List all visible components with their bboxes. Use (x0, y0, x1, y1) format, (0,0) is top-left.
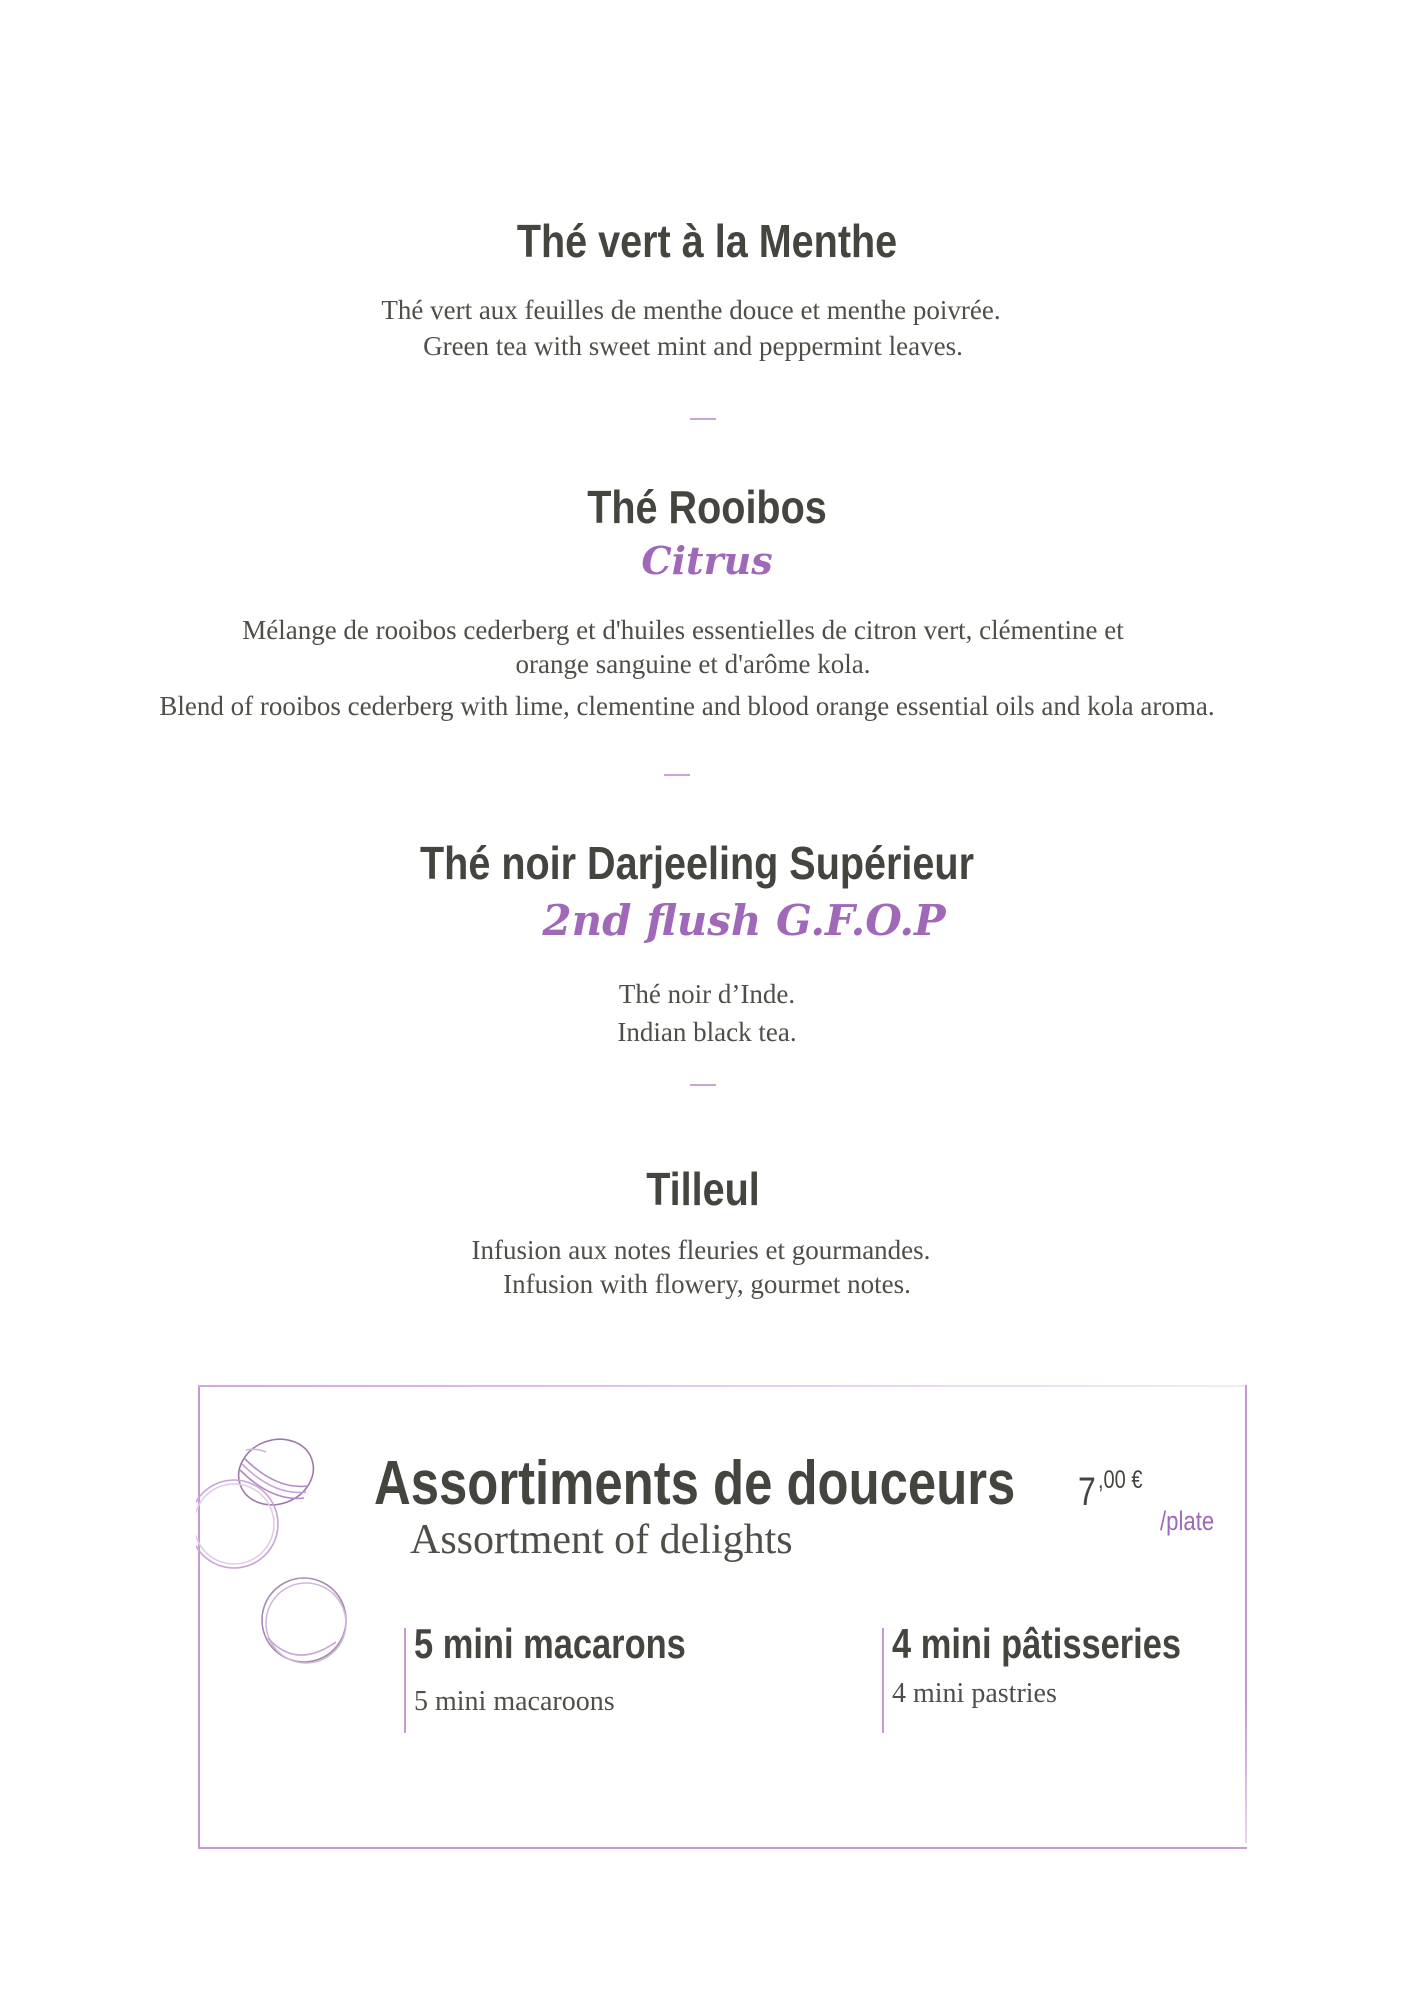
section-desc-fr-line1: Mélange de rooibos cederberg et d'huiles essentielles de citron vert, clémentine et (242, 615, 1124, 645)
section-desc-fr: Thé noir d’Inde. (618, 979, 796, 1009)
section-title-rooibos: Thé Rooibos (587, 481, 827, 533)
section-desc-fr-line2: orange sanguine et d'arôme kola. (515, 649, 871, 679)
section-title-tilleul: Tilleul (646, 1163, 760, 1215)
section-desc-en: Infusion with flowery, gourmet notes. (503, 1269, 911, 1299)
item-subtitle-patisseries: 4 mini pastries (892, 1678, 1057, 1709)
box-top-border (198, 1385, 1247, 1387)
divider-dash (690, 1084, 716, 1086)
section-subtitle-citrus: Citrus (641, 538, 773, 583)
item-subtitle-macarons: 5 mini macaroons (414, 1686, 615, 1717)
section-subtitle-flush: 2nd flush G.F.O.P (542, 896, 946, 945)
price-unit: /plate (1160, 1506, 1215, 1536)
item-divider (404, 1628, 406, 1733)
item-title-patisseries: 4 mini pâtisseries (892, 1620, 1182, 1667)
price-decimals: ,00 € (1098, 1466, 1143, 1494)
section-title-mint-tea: Thé vert à la Menthe (516, 215, 898, 267)
section-desc-fr: Thé vert aux feuilles de menthe douce et menthe poivrée. (381, 295, 1001, 325)
delights-title: Assortiments de douceurs (374, 1449, 1016, 1518)
box-right-border (1245, 1385, 1247, 1843)
section-title-darjeeling: Thé noir Darjeeling Supérieur (420, 837, 974, 889)
delights-subtitle: Assortment of delights (410, 1517, 793, 1563)
item-divider (882, 1628, 884, 1733)
item-title-macarons: 5 mini macarons (414, 1620, 686, 1667)
divider-dash (664, 774, 690, 776)
macaron-illustration-icon (196, 1420, 356, 1680)
price-integer: 7 (1078, 1470, 1096, 1514)
section-desc-en: Blend of rooibos cederberg with lime, clementine and blood orange essential oils and kola aroma. (159, 691, 1215, 721)
section-desc-en: Indian black tea. (617, 1017, 797, 1047)
section-desc-fr: Infusion aux notes fleuries et gourmandes. (471, 1235, 931, 1265)
divider-dash (690, 418, 716, 420)
section-desc-en: Green tea with sweet mint and peppermint leaves. (423, 331, 963, 361)
